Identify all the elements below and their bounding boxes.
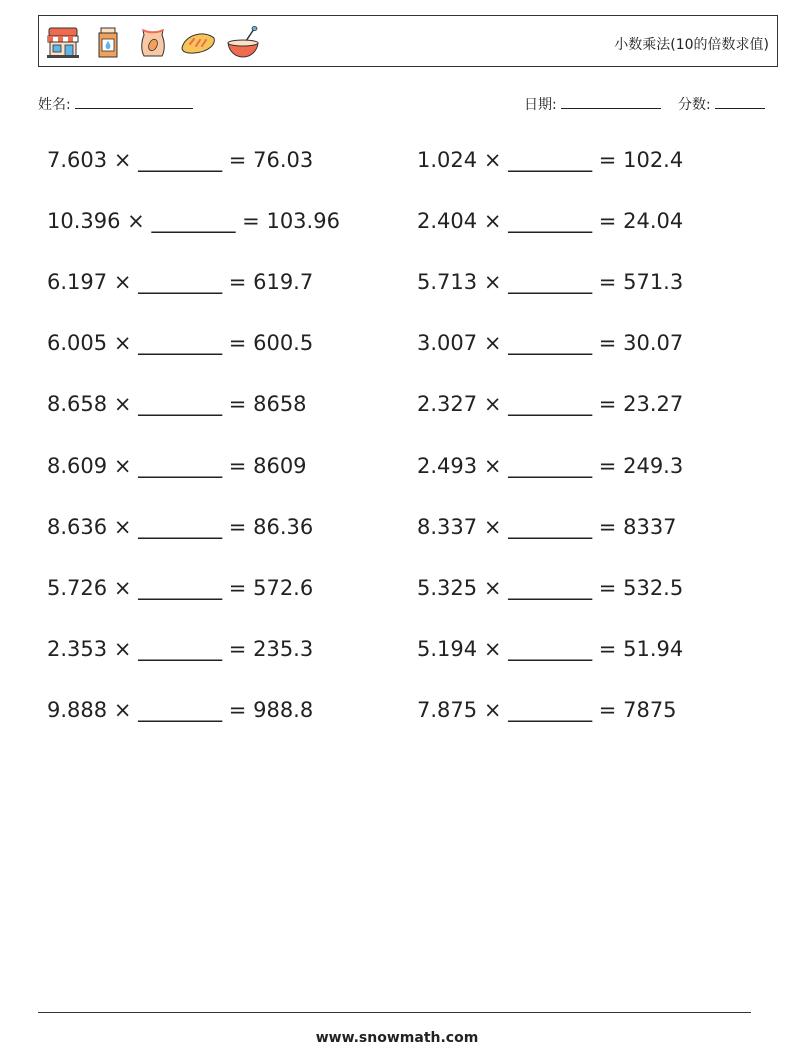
result: 8658 [253, 392, 307, 417]
equals-sign: = [598, 636, 617, 661]
operand: 7.875 [417, 697, 478, 722]
answer-blank[interactable]: ________ [138, 575, 223, 600]
operand: 10.396 [47, 209, 121, 234]
equals-sign: = [598, 514, 617, 539]
equals-sign: = [228, 453, 247, 478]
operand: 2.493 [417, 453, 478, 478]
operand: 1.024 [417, 148, 478, 172]
name-blank [75, 95, 193, 109]
result: 86.36 [253, 514, 314, 539]
answer-blank[interactable]: ________ [138, 148, 223, 172]
score-blank [715, 95, 765, 109]
result: 619.7 [253, 270, 314, 295]
equals-sign: = [598, 575, 617, 600]
operand: 7.603 [47, 148, 108, 172]
answer-blank[interactable]: ________ [508, 392, 593, 417]
answer-blank[interactable]: ________ [508, 453, 593, 478]
result: 532.5 [623, 575, 684, 600]
multiply-sign: × [113, 270, 132, 295]
answer-blank[interactable]: ________ [508, 148, 593, 172]
answer-blank[interactable]: ________ [508, 270, 593, 295]
answer-blank[interactable]: ________ [138, 331, 223, 356]
multiply-sign: × [483, 697, 502, 722]
answer-blank[interactable]: ________ [508, 331, 593, 356]
problem-left-10 [47, 698, 313, 722]
equals-sign: = [598, 453, 617, 478]
problem-right-2 [417, 209, 683, 233]
answer-blank[interactable]: ________ [138, 270, 223, 295]
answer-blank[interactable]: ________ [151, 209, 236, 234]
multiply-sign: × [483, 453, 502, 478]
answer-blank[interactable]: ________ [138, 392, 223, 417]
multiply-sign: × [483, 270, 502, 295]
result: 249.3 [623, 453, 684, 478]
equals-sign: = [598, 331, 617, 356]
result: 235.3 [253, 636, 314, 661]
answer-blank[interactable]: ________ [138, 514, 223, 539]
shop-icon [44, 24, 82, 60]
problem-right-9 [417, 637, 683, 661]
operand: 2.353 [47, 636, 108, 661]
name-label: 姓名: [38, 97, 71, 113]
operand: 5.726 [47, 575, 108, 600]
result: 24.04 [623, 209, 684, 234]
operand: 8.609 [47, 453, 108, 478]
multiply-sign: × [113, 148, 132, 172]
equals-sign: = [228, 575, 247, 600]
equals-sign: = [242, 209, 260, 234]
multiply-sign: × [483, 331, 502, 356]
operand: 6.005 [47, 331, 108, 356]
footer-divider [38, 1012, 751, 1013]
multiply-sign: × [483, 514, 502, 539]
multiply-sign: × [113, 575, 132, 600]
answer-blank[interactable]: ________ [138, 453, 223, 478]
milk-carton-icon [89, 24, 127, 60]
multiply-sign: × [113, 697, 132, 722]
problem-right-10 [417, 698, 677, 722]
result: 600.5 [253, 331, 314, 356]
multiply-sign: × [113, 331, 132, 356]
problem-right-6 [417, 454, 683, 478]
footer-url: www.snowmath.com [315, 1030, 479, 1046]
equals-sign: = [228, 331, 247, 356]
result: 23.27 [623, 392, 684, 417]
equals-sign: = [228, 392, 247, 417]
multiply-sign: × [483, 636, 502, 661]
result: 7875 [623, 697, 677, 722]
worksheet-header [38, 15, 778, 67]
multiply-sign: × [483, 148, 502, 172]
equals-sign: = [598, 697, 617, 722]
problem-right-8 [417, 576, 683, 600]
answer-blank[interactable]: ________ [138, 697, 223, 722]
multiply-sign: × [113, 636, 132, 661]
equals-sign: = [598, 148, 617, 172]
result: 8337 [623, 514, 677, 539]
operand: 2.327 [417, 392, 478, 417]
answer-blank[interactable]: ________ [508, 636, 593, 661]
score-label: 分数: [678, 97, 711, 113]
result: 572.6 [253, 575, 314, 600]
operand: 9.888 [47, 697, 108, 722]
result: 571.3 [623, 270, 684, 295]
worksheet-title: 小数乘法(10的倍数求值) [614, 37, 769, 53]
equals-sign: = [598, 270, 617, 295]
multiply-sign: × [127, 209, 145, 234]
problem-left-5 [47, 392, 307, 416]
operand: 5.713 [417, 270, 478, 295]
operand: 8.337 [417, 514, 478, 539]
answer-blank[interactable]: ________ [508, 575, 593, 600]
result: 988.8 [253, 697, 314, 722]
equals-sign: = [228, 270, 247, 295]
result: 102.4 [623, 148, 684, 172]
multiply-sign: × [113, 453, 132, 478]
date-blank [561, 95, 661, 109]
equals-sign: = [228, 636, 247, 661]
equals-sign: = [228, 148, 247, 172]
answer-blank[interactable]: ________ [508, 697, 593, 722]
answer-blank[interactable]: ________ [508, 209, 593, 234]
problem-left-3 [47, 270, 313, 294]
problem-right-3 [417, 270, 683, 294]
operand: 6.197 [47, 270, 108, 295]
problem-left-9 [47, 637, 313, 661]
operand: 8.636 [47, 514, 108, 539]
problem-left-4 [47, 331, 313, 355]
operand: 5.194 [417, 636, 478, 661]
problem-left-8 [47, 576, 313, 600]
result: 8609 [253, 453, 307, 478]
multiply-sign: × [113, 514, 132, 539]
multiply-sign: × [483, 392, 502, 417]
score-field [678, 94, 765, 114]
date-label: 日期: [524, 97, 557, 113]
answer-blank[interactable]: ________ [138, 636, 223, 661]
date-field [524, 94, 661, 114]
problem-left-7 [47, 515, 313, 539]
problem-right-7 [417, 515, 677, 539]
problem-left-2 [47, 209, 340, 233]
multiply-sign: × [483, 209, 502, 234]
answer-blank[interactable]: ________ [508, 514, 593, 539]
equals-sign: = [228, 697, 247, 722]
operand: 5.325 [417, 575, 478, 600]
equals-sign: = [598, 209, 617, 234]
operand: 2.404 [417, 209, 478, 234]
mixing-bowl-icon [224, 24, 262, 60]
problem-right-4 [417, 331, 683, 355]
operand: 8.658 [47, 392, 108, 417]
name-field [38, 94, 193, 114]
problem-right-1 [417, 148, 683, 172]
equals-sign: = [598, 392, 617, 417]
equals-sign: = [228, 514, 247, 539]
multiply-sign: × [113, 392, 132, 417]
result: 30.07 [623, 331, 684, 356]
result: 51.94 [623, 636, 684, 661]
operand: 3.007 [417, 331, 478, 356]
multiply-sign: × [483, 575, 502, 600]
result: 76.03 [253, 148, 314, 172]
problem-right-5 [417, 392, 683, 416]
result: 103.96 [266, 209, 340, 234]
problem-left-6 [47, 454, 307, 478]
flour-sack-icon [134, 24, 172, 60]
problem-left-1 [47, 148, 313, 172]
bread-icon [179, 24, 217, 60]
